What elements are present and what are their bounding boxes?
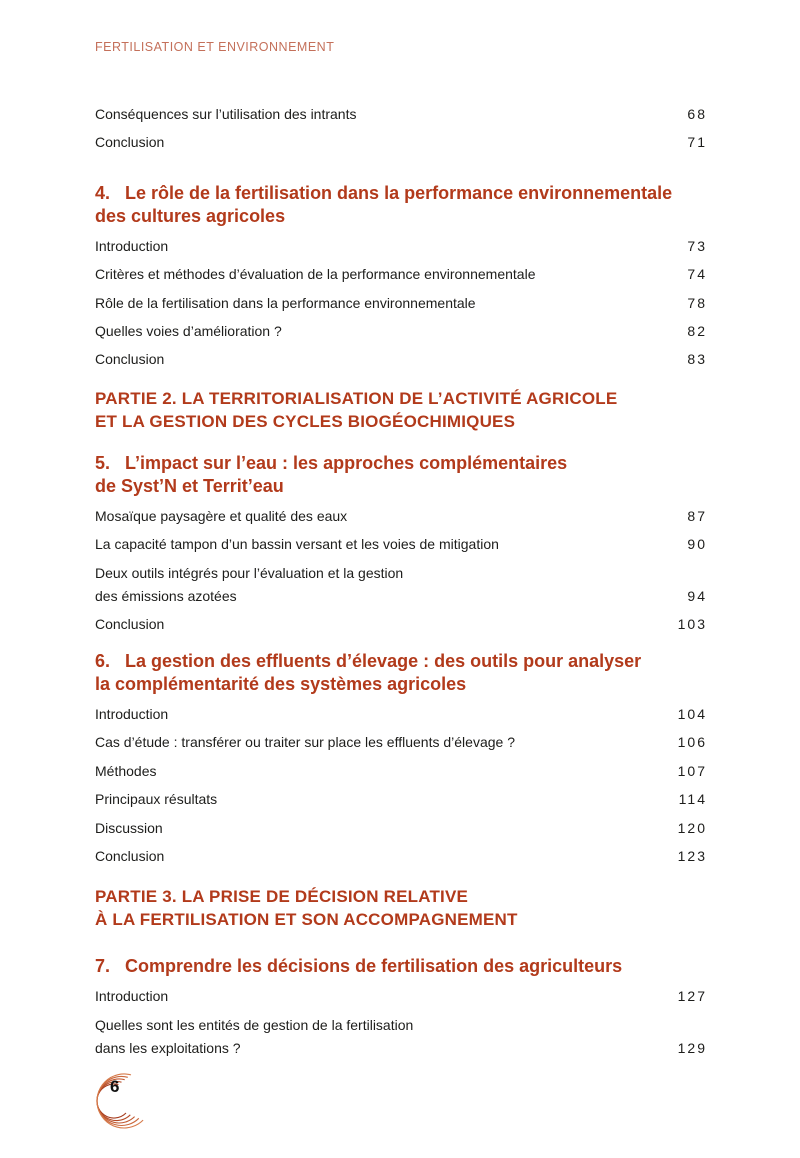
toc-entry-label: dans les exploitations ? bbox=[95, 1040, 241, 1057]
chapter-title: Le rôle de la fertilisation dans la performance environnementale bbox=[125, 182, 673, 203]
chapter-heading bbox=[95, 955, 705, 978]
toc-entry bbox=[95, 317, 705, 345]
toc-entry-label: Conclusion bbox=[95, 134, 165, 151]
part-heading-line2: ET LA GESTION DES CYCLES BIOGÉOCHIMIQUES bbox=[95, 411, 516, 431]
toc-page-number: 74 bbox=[687, 266, 707, 283]
toc-page-number: 114 bbox=[678, 791, 707, 808]
toc-entry-label: Méthodes bbox=[95, 762, 157, 779]
toc-entry-label: Mosaïque paysagère et qualité des eaux bbox=[95, 507, 348, 524]
toc-entry-label: Discussion bbox=[95, 819, 163, 836]
toc-content-column bbox=[95, 0, 705, 1063]
toc-page-number: 68 bbox=[687, 106, 707, 122]
toc-entry-label: Critères et méthodes d’évaluation de la performance environnementale bbox=[95, 266, 536, 283]
chapter-heading bbox=[95, 182, 705, 228]
toc-entry-label: Quelles sont les entités de gestion de la fertilisation bbox=[95, 1016, 414, 1033]
toc-entry-continuation bbox=[95, 582, 705, 610]
toc-page-number: 120 bbox=[677, 819, 707, 836]
toc-page-number: 90 bbox=[687, 536, 707, 553]
toc-entry-label: La capacité tampon d’un bassin versant et les voies de mitigation bbox=[95, 536, 499, 553]
toc-entry bbox=[95, 757, 705, 785]
toc-entry-label: Conséquences sur l’utilisation des intrants bbox=[95, 106, 357, 122]
toc-page-number: 106 bbox=[677, 734, 707, 751]
toc-page-number: 71 bbox=[687, 134, 707, 151]
toc-page-number: 104 bbox=[677, 705, 707, 722]
swoosh-arcs-icon bbox=[93, 1068, 149, 1134]
chapter-heading-line1 bbox=[95, 650, 705, 673]
part-heading-line2: À LA FERTILISATION ET SON ACCOMPAGNEMENT bbox=[95, 910, 518, 930]
toc-page-number: 87 bbox=[687, 507, 707, 524]
chapter-number: 4. bbox=[95, 182, 111, 203]
chapter-heading-line1 bbox=[95, 182, 705, 205]
toc-entry bbox=[95, 700, 705, 728]
chapter-number: 6. bbox=[95, 650, 111, 671]
toc-entry-label: Quelles voies d’amélioration ? bbox=[95, 323, 282, 340]
footer-logo bbox=[93, 1068, 149, 1134]
toc-entry bbox=[95, 128, 705, 156]
chapter-number: 7. bbox=[95, 956, 111, 977]
toc-entry bbox=[95, 289, 705, 317]
part-heading bbox=[95, 387, 705, 433]
toc-entry-label: Introduction bbox=[95, 237, 169, 254]
toc-entry-label: des émissions azotées bbox=[95, 588, 237, 605]
toc-entry bbox=[95, 728, 705, 756]
toc-entry bbox=[95, 345, 705, 373]
toc-entry bbox=[95, 502, 705, 530]
toc-page-number: 83 bbox=[687, 351, 707, 368]
toc-entry-label: Introduction bbox=[95, 988, 169, 1005]
toc-page-number: 78 bbox=[687, 294, 707, 311]
toc-entry bbox=[95, 814, 705, 842]
toc-entry bbox=[95, 232, 705, 260]
toc-entry bbox=[95, 610, 705, 638]
chapter-heading-line1 bbox=[95, 955, 705, 978]
toc-entry bbox=[95, 100, 705, 128]
toc-page-number: 127 bbox=[677, 988, 707, 1005]
toc-entry-label: Principaux résultats bbox=[95, 791, 218, 808]
toc-entry-continuation bbox=[95, 1034, 705, 1062]
toc-entry-label: Cas d’étude : transférer ou traiter sur place les effluents d’élevage ? bbox=[95, 734, 515, 751]
toc-entry-label: Introduction bbox=[95, 705, 169, 722]
toc-entry-label: Conclusion bbox=[95, 616, 165, 633]
toc-page-number: 94 bbox=[687, 588, 707, 605]
table-of-contents bbox=[95, 100, 705, 1063]
chapter-heading-line1 bbox=[95, 452, 705, 475]
toc-page-number: 73 bbox=[687, 237, 707, 254]
part-heading bbox=[95, 885, 705, 931]
chapter-heading bbox=[95, 452, 705, 498]
toc-page-number: 129 bbox=[677, 1040, 707, 1057]
toc-entry bbox=[95, 842, 705, 870]
chapter-heading-line2: de Syst’N et Territ’eau bbox=[95, 475, 284, 496]
chapter-heading bbox=[95, 650, 705, 696]
part-heading-line1: PARTIE 2. LA TERRITORIALISATION DE L’ACTIVITÉ AGRICOLE bbox=[95, 388, 618, 408]
chapter-heading-line2: des cultures agricoles bbox=[95, 205, 286, 226]
toc-page-number: 82 bbox=[687, 323, 707, 340]
running-head: FERTILISATION ET ENVIRONNEMENT bbox=[95, 40, 335, 54]
chapter-number: 5. bbox=[95, 452, 111, 473]
toc-entry bbox=[95, 260, 705, 288]
toc-entry bbox=[95, 982, 705, 1010]
chapter-title: Comprendre les décisions de fertilisation des agriculteurs bbox=[125, 956, 623, 977]
toc-page-number: 123 bbox=[677, 847, 707, 864]
footer-page-number: 6 bbox=[110, 1077, 120, 1096]
toc-entry-label: Deux outils intégrés pour l’évaluation et la gestion bbox=[95, 564, 404, 581]
toc-entry-label: Rôle de la fertilisation dans la performance environnementale bbox=[95, 294, 476, 311]
toc-entry-label: Conclusion bbox=[95, 847, 165, 864]
toc-entry-label: Conclusion bbox=[95, 351, 165, 368]
chapter-title: La gestion des effluents d’élevage : des outils pour analyser bbox=[125, 650, 642, 671]
toc-entry bbox=[95, 530, 705, 558]
part-heading-line1: PARTIE 3. LA PRISE DE DÉCISION RELATIVE bbox=[95, 887, 469, 907]
toc-page-number: 103 bbox=[677, 616, 707, 633]
toc-entry bbox=[95, 785, 705, 813]
chapter-title: L’impact sur l’eau : les approches complémentaires bbox=[125, 452, 568, 473]
chapter-heading-line2: la complémentarité des systèmes agricoles bbox=[95, 673, 467, 694]
toc-page-number: 107 bbox=[677, 762, 707, 779]
